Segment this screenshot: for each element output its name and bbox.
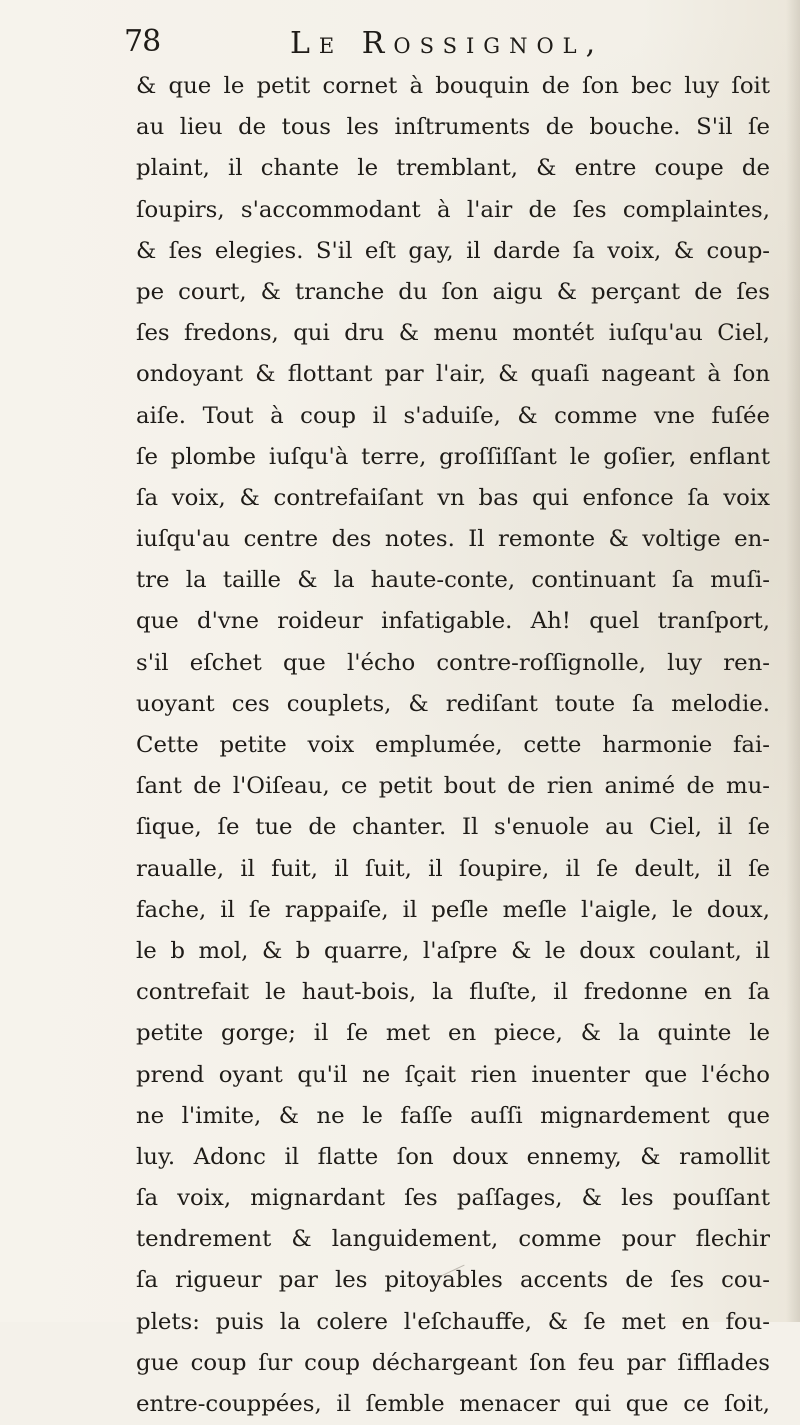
text-line: ſa voix, mignardant ſes paſſages, & les pouſſant	[136, 1185, 770, 1212]
page-number: 78	[124, 24, 161, 59]
text-line: ſoupirs, s'accommodant à l'air de ſes complaintes,	[136, 196, 770, 223]
text-line: tre la taille & la haute-conte, continuant ſa muſi-	[136, 567, 770, 594]
text-line: ſant de l'Oiſeau, ce petit bout de rien animé de mu-	[136, 773, 770, 800]
text-line: gue coup ſur coup déchargeant ſon feu par ſifflades	[136, 1349, 770, 1376]
text-line: aiſe. Tout à coup il s'aduiſe, & comme vne fuſée	[136, 402, 770, 429]
text-line: s'il eſchet que l'écho contre-roſſignolle, luy ren-	[136, 649, 770, 676]
text-line: & que le petit cornet à bouquin de ſon bec luy ſoit	[136, 73, 770, 99]
text-line: prend oyant qu'il ne ſçait rien inuenter que l'écho	[136, 1061, 770, 1088]
text-line: au lieu de tous les inſtruments de bouche. S'il ſe	[136, 114, 770, 141]
text-line: Cette petite voix emplumée, cette harmonie fai-	[136, 732, 770, 758]
text-line: que d'vne roideur infatigable. Ah! quel tranſport,	[136, 608, 770, 635]
text-line: uoyant ces couplets, & rediſant toute ſa melodie.	[136, 690, 770, 717]
text-line: & ſes elegies. S'il eſt gay, il darde ſa voix, & coup-	[136, 237, 770, 264]
text-line: ſe plombe iuſqu'à terre, groſſiſſant le goſier, enflant	[136, 443, 770, 470]
text-line: petite gorge; il ſe met en piece, & la quinte le	[136, 1020, 770, 1047]
text-line: le b mol, & b quarre, l'aſpre & le doux coulant, il	[136, 937, 770, 964]
text-line: pe court, & tranche du ſon aigu & perçant de ſes	[136, 278, 770, 305]
page-header	[124, 24, 764, 72]
text-line: iuſqu'au centre des notes. Il remonte & voltige en-	[136, 526, 770, 553]
body-text	[136, 66, 770, 1425]
text-line: ſique, ſe tue de chanter. Il s'enuole au Ciel, il ſe	[136, 814, 770, 841]
text-line: tendrement & languidement, comme pour flechir	[136, 1226, 770, 1253]
text-line: raualle, il fuit, il ſuit, il ſoupire, il ſe deult, il ſe	[136, 855, 770, 882]
text-line: ſa voix, & contrefaiſant vn bas qui enfonce ſa voix	[136, 484, 770, 511]
text-line: fache, il ſe rappaiſe, il peſle meſle l'aigle, le doux,	[136, 896, 770, 923]
text-line: plets: puis la colere l'eſchauffe, & ſe met en fou-	[136, 1308, 770, 1335]
text-line: contrefait le haut-bois, la fluſte, il fredonne en ſa	[136, 979, 770, 1006]
text-line: ne l'imite, & ne le faſſe auſſi mignardement que	[136, 1102, 770, 1129]
text-line: entre-couppées, il ſemble menacer qui que ce ſoit,	[136, 1391, 770, 1417]
text-line: ſa rigueur par les pitoyables accents de ſes cou-	[136, 1267, 770, 1294]
text-line: ondoyant & flottant par l'air, & quaſi nageant à ſon	[136, 361, 770, 388]
text-line: ſes fredons, qui dru & menu montét iuſqu'au Ciel,	[136, 320, 770, 347]
text-line: plaint, il chante le tremblant, & entre coupe de	[136, 155, 770, 182]
running-head: Le Rossignol,	[290, 26, 605, 61]
page-edge-shadow	[786, 0, 800, 1322]
text-line: luy. Adonc il flatte ſon doux ennemy, & ramollit	[136, 1143, 770, 1170]
